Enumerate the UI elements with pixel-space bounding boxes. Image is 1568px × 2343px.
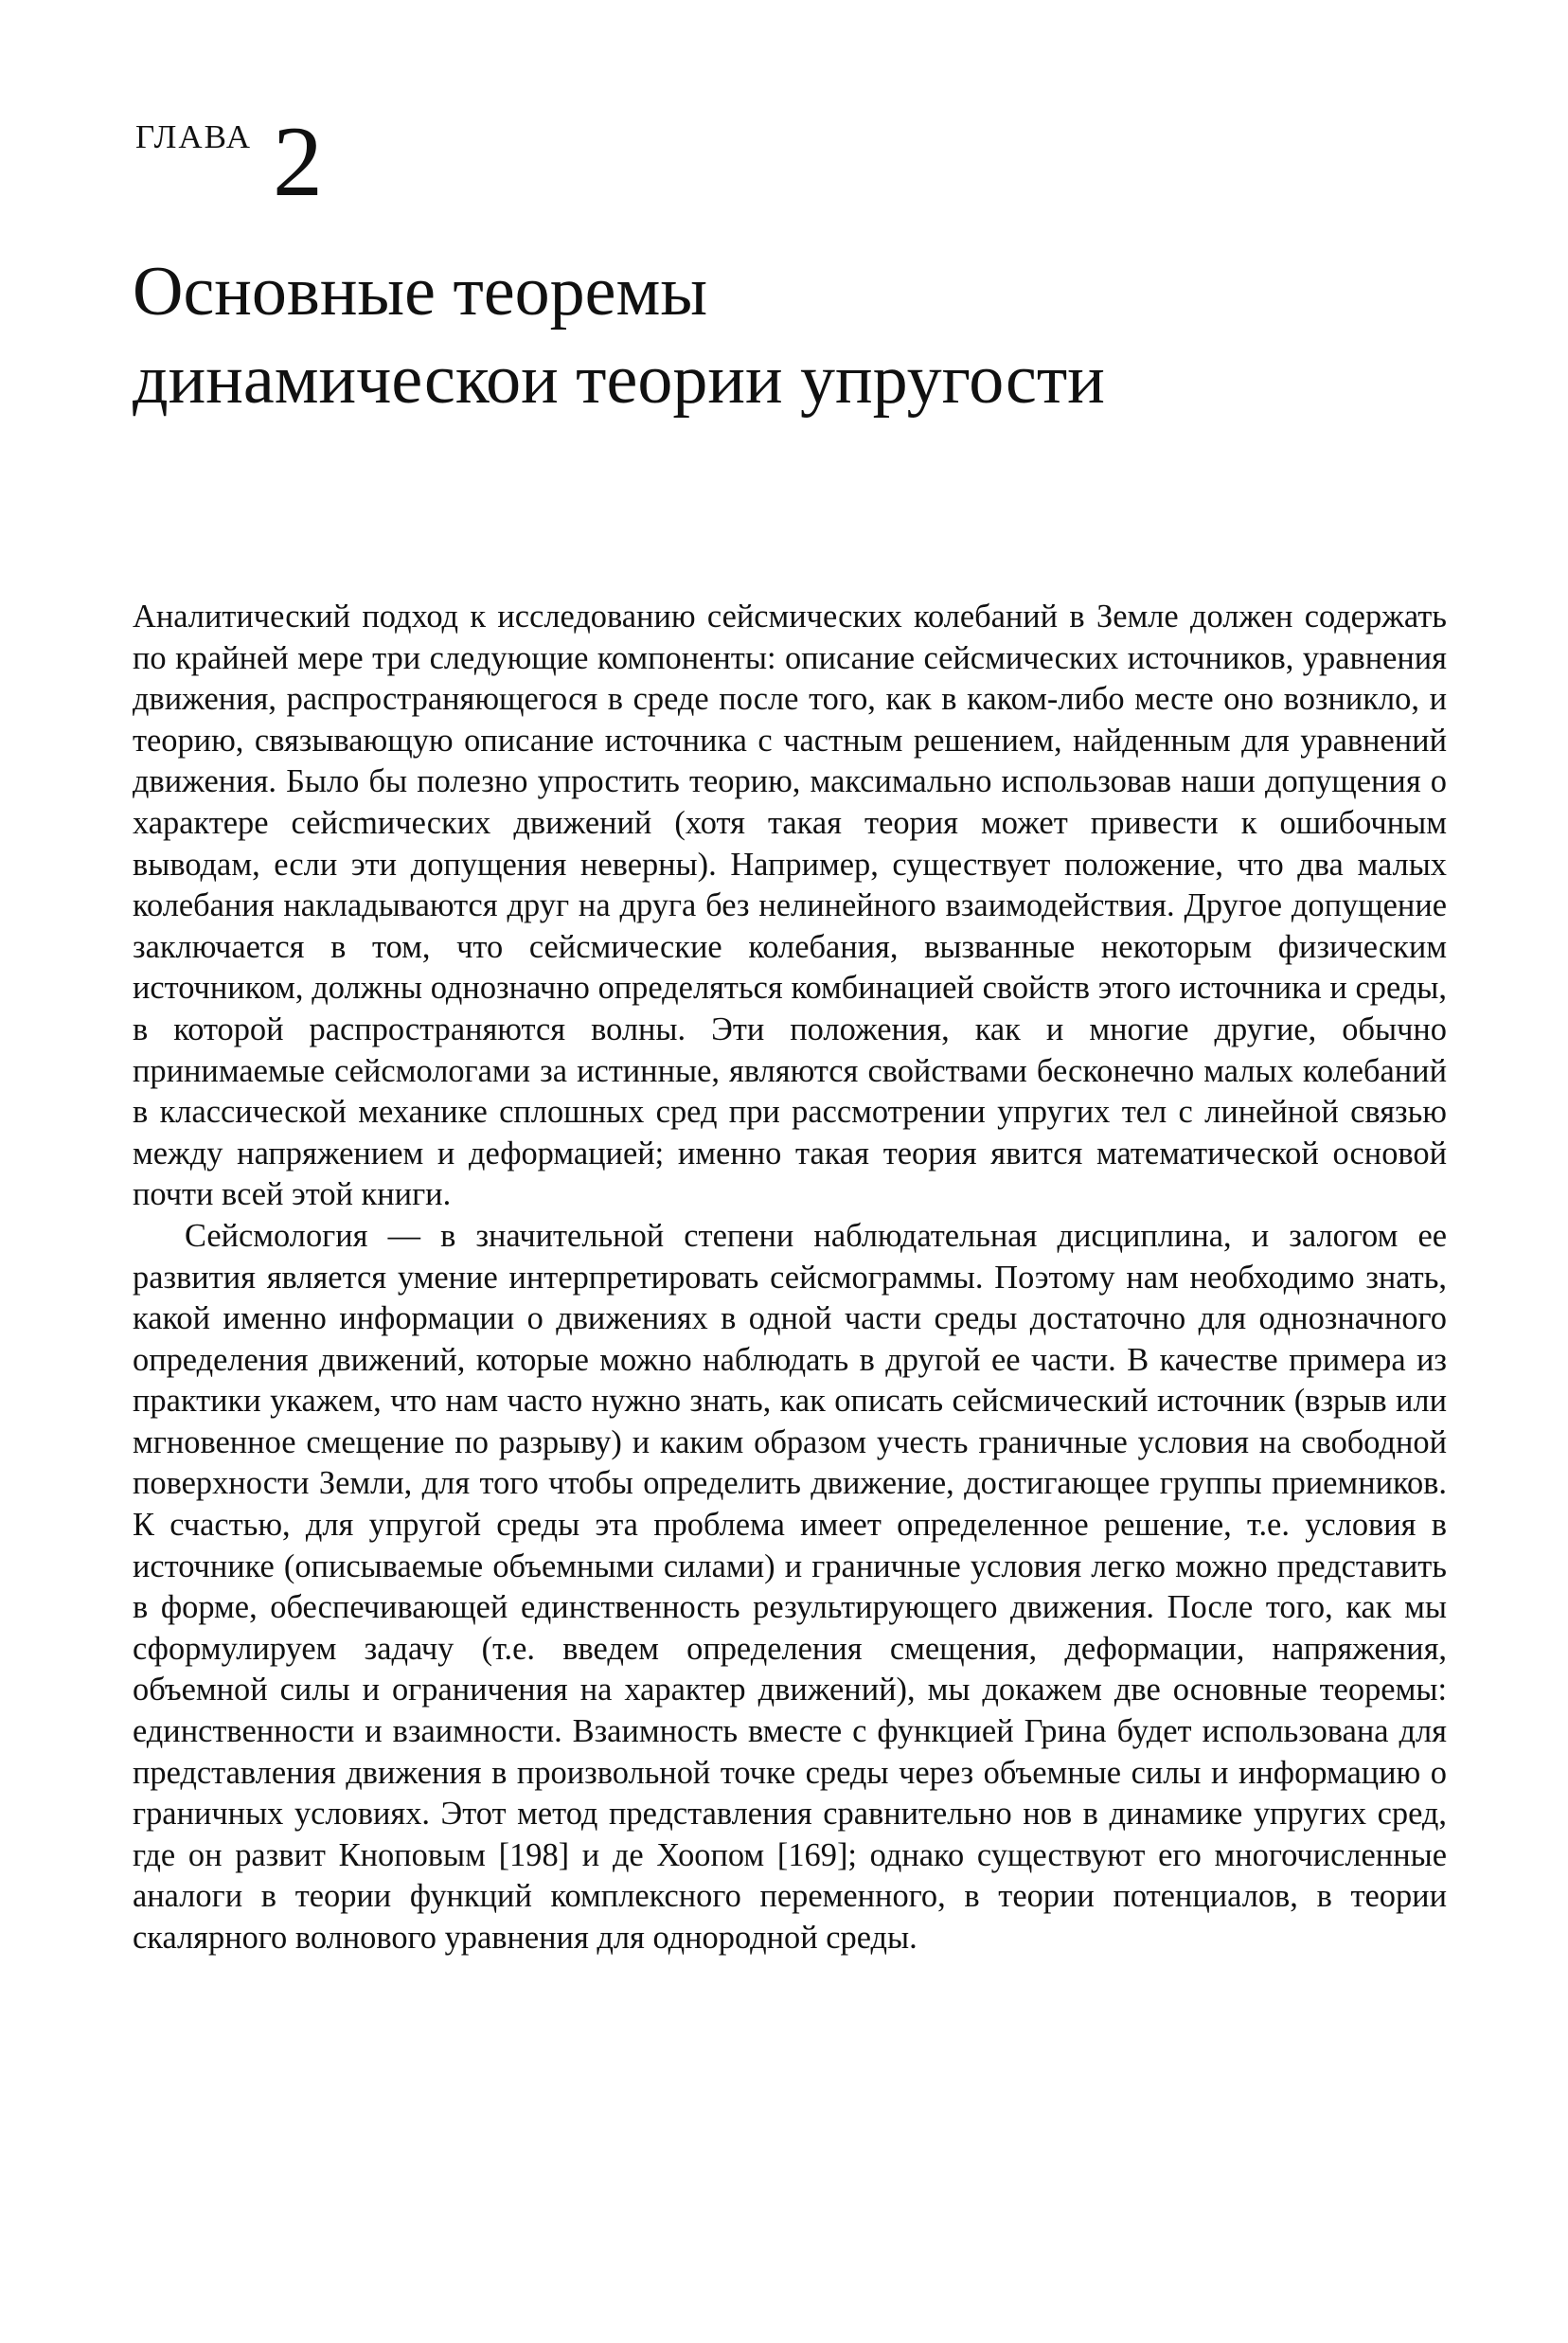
- chapter-title-line-2: динамическои теории упругости: [133, 341, 1105, 419]
- chapter-label: ГЛАВА: [135, 118, 253, 155]
- chapter-heading: [135, 106, 324, 217]
- body-text: [133, 597, 1447, 1959]
- chapter-number: 2: [273, 106, 324, 217]
- chapter-title: [133, 248, 1458, 424]
- paragraph-1: Аналитический подход к исследованию сейсмических колебаний в Земле должен содержать по крайней мере три следующие компоненты: описание сейсмических источников, уравнения движения, распространяющегося в среде после того, как в каком-либо месте оно возникло, и теорию, связывающую описание источника с частным решением, найденным для уравнений движения. Было бы полезно упростить теорию, максимально использовав наши допущения о характере сейсmических движений (хотя такая теория может привести к ошибочным выводам, если эти допущения неверны). Например, существует положение, что два малых колебания накладываются друг на друга без нелинейного взаимодействия. Другое допущение заключается в том, что сейсмические колебания, вызванные некоторым физическим источником, должны однозначно определяться комбинацией свойств этого источника и среды, в которой распространяются волны. Эти положения, как и многие другие, обычно принимаемые сейсмологами за истинные, являются свойствами бесконечно малых колебаний в классической механике сплошных сред при рассмотрении упругих тел с линейной связью между напряжением и деформацией; именно такая теория явится математической основой почти всей этой книги.: [133, 599, 1447, 1213]
- paragraph-2: Сейсмология — в значительной степени наблюдательная дисциплина, и залогом ее развития является умение интерпретировать сейсмограммы. Поэтому нам необходимо знать, какой именно информации о движениях в одной части среды достаточно для однозначного определения движений, которые можно наблюдать в другой ее части. В качестве примера из практики укажем, что нам часто нужно знать, как описать сейсмический источник (взрыв или мгновенное смещение по разрыву) и каким образом учесть граничные условия на свободной поверхности Земли, для того чтобы определить движение, достигающее группы приемников. К счастью, для упругой среды эта проблема имеет определенное решение, т.е. условия в источнике (описываемые объемными силами) и граничные условия легко можно представить в форме, обеспечивающей единственность результирующего движения. После того, как мы сформулируем задачу (т.е. введем определения смещения, деформации, напряжения, объемной силы и ограничения на характер движений), мы докажем две основные теоремы: единственности и взаимности. Взаимность вместе с функцией Грина будет использована для представления движения в произвольной точке среды через объемные силы и информацию о граничных условиях. Этот метод представления сравнительно нов в динамике упругих сред, где он развит Кноповым [198] и де Хоопом [169]; однако существуют его многочисленные аналоги в теории функций комплексного переменного, в теории потенциалов, в теории скалярного волнового уравнения для однородной среды.: [133, 1217, 1447, 1956]
- chapter-title-line-1: Основные теоремы: [133, 253, 708, 331]
